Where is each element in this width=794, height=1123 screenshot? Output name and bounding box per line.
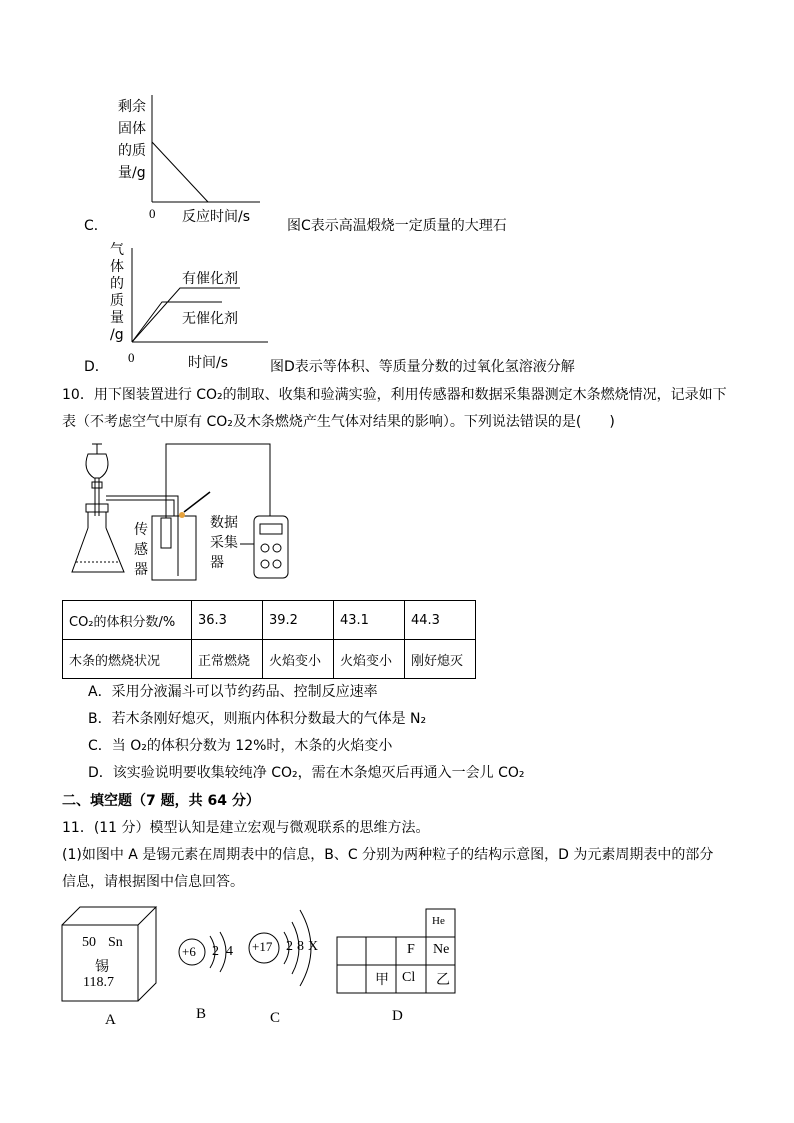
graph-d-x-label: 时间/s (188, 355, 229, 371)
table-cell: 火焰变小 (334, 640, 405, 679)
wooden-splint (184, 492, 210, 512)
fig-d-he: He (432, 915, 445, 927)
graph-c-x-label: 反应时间/s (182, 209, 251, 225)
graph-d (110, 240, 270, 360)
fig-c-shell-count-3: X (308, 939, 319, 954)
fig-c-shell-count-1: 2 (286, 939, 293, 954)
table-cell: 正常燃烧 (192, 640, 263, 679)
table-cell: 刚好熄灭 (405, 640, 476, 679)
table-cell: 36.3 (192, 601, 263, 640)
fig-c-shell-count-2: 8 (297, 939, 304, 954)
flame (179, 512, 185, 518)
graph-c-y-label: 剩余 固体 的质 量/g (118, 99, 146, 181)
q10-option-b: B．若木条刚好熄灭，则瓶内体积分数最大的气体是 N₂ (88, 711, 427, 727)
graph-d-caption: 图D表示等体积、等质量分数的过氧化氢溶液分解 (270, 359, 575, 375)
table-cell: 39.2 (263, 601, 334, 640)
q10-data-table (62, 600, 476, 679)
table-cell: 木条的燃烧状况 (63, 640, 192, 679)
q10-stem-line2: 表（不考虑空气中原有 CO₂及木条燃烧产生气体对结果的影响）。下列说法错误的是( ) (62, 414, 615, 430)
fig-d-jia: 甲 (375, 972, 389, 988)
fig-a-label: A (105, 1012, 116, 1028)
data-collector (254, 516, 288, 578)
fig-b-shell-count-1: 2 (212, 944, 219, 959)
q10-option-a: A．采用分液漏斗可以节约药品、控制反应速率 (88, 684, 378, 700)
fig-a-number: 50 (82, 935, 96, 950)
fig-b-label: B (196, 1006, 207, 1022)
fig-c-label: C (270, 1010, 281, 1026)
conical-flask (72, 504, 124, 572)
fig-d-f: F (407, 942, 415, 957)
fig-b-nucleus: +6 (182, 944, 196, 959)
q11-stem: 11．(11 分）模型认知是建立宏观与微观联系的思维方法。 (62, 820, 430, 836)
graph-d-curve-without-catalyst-label: 无催化剂 (182, 311, 238, 327)
separatory-funnel (86, 444, 108, 516)
graph-d-option-letter: D． (84, 359, 109, 375)
fig-b-shell-count-2: 4 (226, 944, 233, 959)
q10-option-d: D．该实验说明要收集较纯净 CO₂，需在木条熄灭后再通入一会儿 CO₂ (88, 765, 525, 781)
fig-c-nucleus: +17 (252, 939, 273, 954)
sensor-label: 传 感 器 (134, 522, 148, 578)
q11-sub1-line1: (1)如图中 A 是锡元素在周期表中的信息，B、C 分别为两种粒子的结构示意图，D 为元素周期表中的部分 (62, 847, 714, 863)
graph-d-curve-with-catalyst-label: 有催化剂 (182, 271, 238, 287)
fig-a-symbol: Sn (108, 935, 123, 950)
graph-c-curve (152, 142, 208, 202)
fig-d-yi: 乙 (436, 972, 450, 988)
sensor-probe (161, 518, 171, 548)
fig-d-cl: Cl (402, 970, 416, 985)
q10-apparatus (66, 436, 296, 586)
table-cell: 43.1 (334, 601, 405, 640)
q11-sub1-line2: 信息，请根据图中信息回答。 (62, 874, 244, 890)
graph-d-origin: 0 (128, 350, 135, 365)
q10-stem-line1: 10．用下图装置进行 CO₂的制取、收集和验满实验，利用传感器和数据采集器测定木条燃烧情况，记录如下 (62, 387, 727, 403)
fig-d-ne: Ne (433, 942, 450, 957)
collecting-bottle (152, 516, 196, 580)
table-cell: 44.3 (405, 601, 476, 640)
table-row (63, 601, 476, 640)
graph-c-caption: 图C表示高温煅烧一定质量的大理石 (287, 218, 507, 234)
graph-c-origin: 0 (149, 206, 156, 221)
graph-c-option-letter: C． (84, 218, 108, 234)
fig-d-label: D (392, 1008, 403, 1024)
fig-a-name: 锡 (95, 959, 109, 975)
table-row (63, 640, 476, 679)
collector-label: 数据 采集 器 (210, 515, 238, 571)
section2-title: 二、填空题（7 题，共 64 分） (62, 793, 260, 809)
q10-option-c: C．当 O₂的体积分数为 12%时，木条的火焰变小 (88, 738, 393, 754)
fig-a-mass: 118.7 (83, 975, 114, 990)
table-cell: 火焰变小 (263, 640, 334, 679)
table-cell: CO₂的体积分数/% (63, 601, 192, 640)
graph-d-y-label: 气 体 的 质 量 /g (110, 242, 124, 343)
